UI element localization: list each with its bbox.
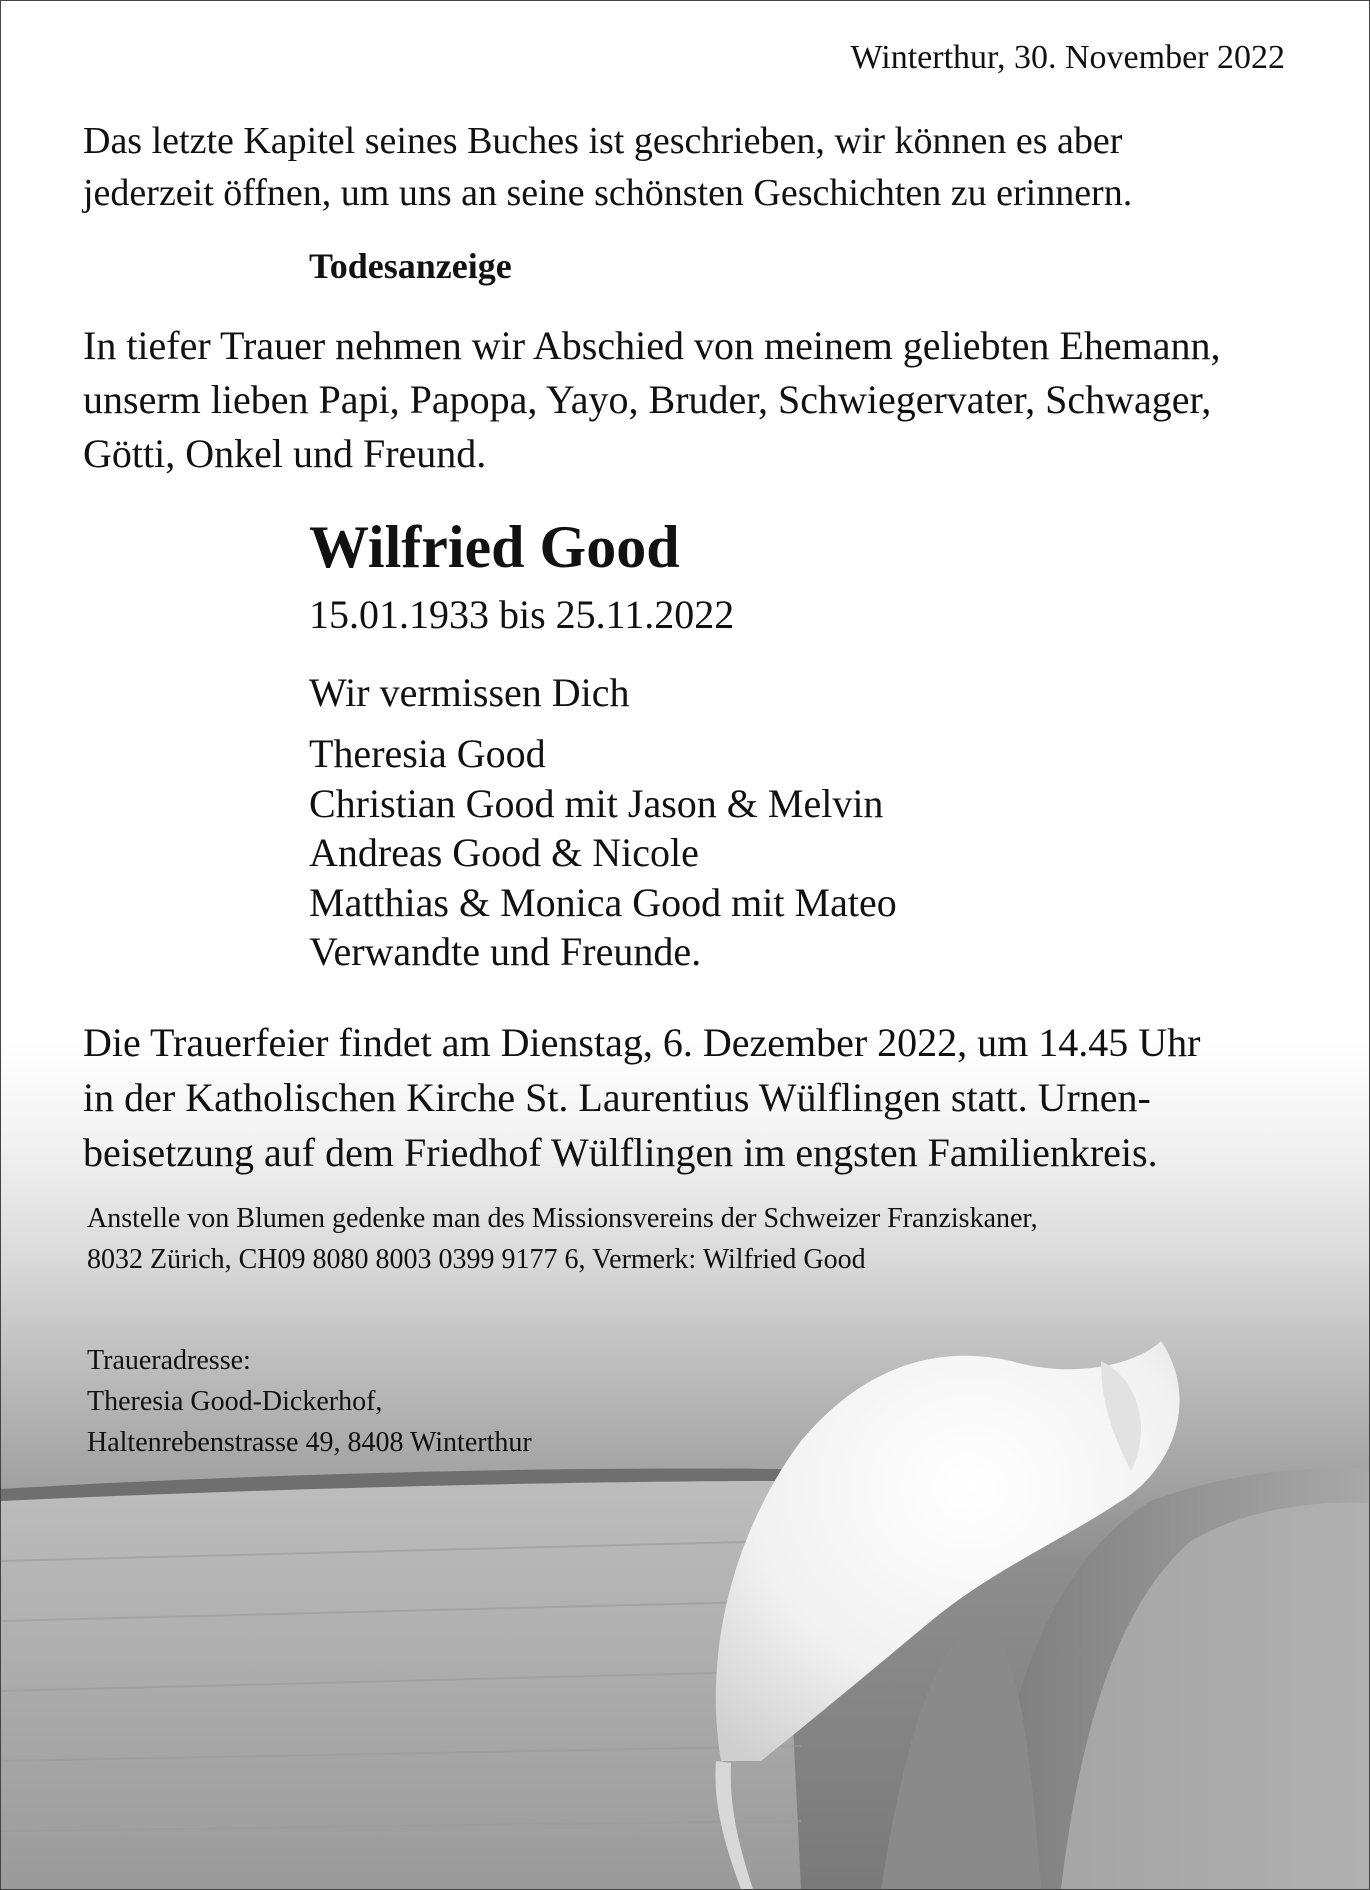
- miss-line: Wir vermissen Dich: [309, 670, 630, 715]
- address-line: Traueradresse:: [87, 1345, 251, 1376]
- funeral-service-info: [83, 1015, 1200, 1180]
- donation-line: 8032 Zürich, CH09 8080 8003 0399 9177 6, Vermerk: Wilfried Good: [87, 1244, 866, 1275]
- mourner-item: Verwandte und Freunde.: [309, 929, 702, 974]
- donation-line: Anstelle von Blumen gedenke man des Missionsvereins der Schweizer Franziskaner,: [87, 1203, 1038, 1234]
- mourner-item: Theresia Good: [309, 731, 546, 776]
- mourning-address: [87, 1340, 532, 1463]
- intro-line: Götti, Onkel und Freund.: [83, 431, 487, 476]
- service-line: in der Katholischen Kirche St. Laurentius Wülflingen statt. Urnen-: [83, 1075, 1151, 1120]
- donation-info: [87, 1198, 1038, 1280]
- intro-line: unserm lieben Papi, Papopa, Yayo, Bruder, Schwiegervater, Schwager,: [83, 377, 1212, 422]
- notice-heading: Todesanzeige: [309, 246, 512, 286]
- quote-line: Das letzte Kapitel seines Buches ist geschrieben, wir können es aber: [83, 120, 1123, 162]
- book-left-pages: [1, 1479, 801, 1889]
- address-line: Haltenrebenstrasse 49, 8408 Winterthur: [87, 1427, 532, 1458]
- service-line: beisetzung auf dem Friedhof Wülflingen im engsten Familienkreis.: [83, 1130, 1158, 1175]
- service-line: Die Trauerfeier findet am Dienstag, 6. Dezember 2022, um 14.45 Uhr: [83, 1020, 1201, 1065]
- mourner-item: Christian Good mit Jason & Melvin: [309, 780, 884, 826]
- intro-line: In tiefer Trauer nehmen wir Abschied von meinem geliebten Ehemann,: [83, 323, 1221, 368]
- mourners-list: [309, 729, 897, 977]
- mourner-item: Andreas Good & Nicole: [309, 830, 699, 875]
- date-line: Winterthur, 30. November 2022: [850, 39, 1285, 76]
- address-line: Theresia Good-Dickerhof,: [87, 1386, 383, 1417]
- deceased-name: Wilfried Good: [309, 514, 680, 580]
- book-spine-curve: [881, 1621, 1041, 1889]
- notice-intro: [83, 319, 1220, 481]
- mourner-item: Matthias & Monica Good mit Mateo: [309, 879, 897, 925]
- quote-line: jederzeit öffnen, um uns an seine schönsten Geschichten zu erinnern.: [83, 172, 1133, 214]
- life-dates: 15.01.1933 bis 25.11.2022: [309, 592, 735, 637]
- opening-quote: [83, 115, 1132, 219]
